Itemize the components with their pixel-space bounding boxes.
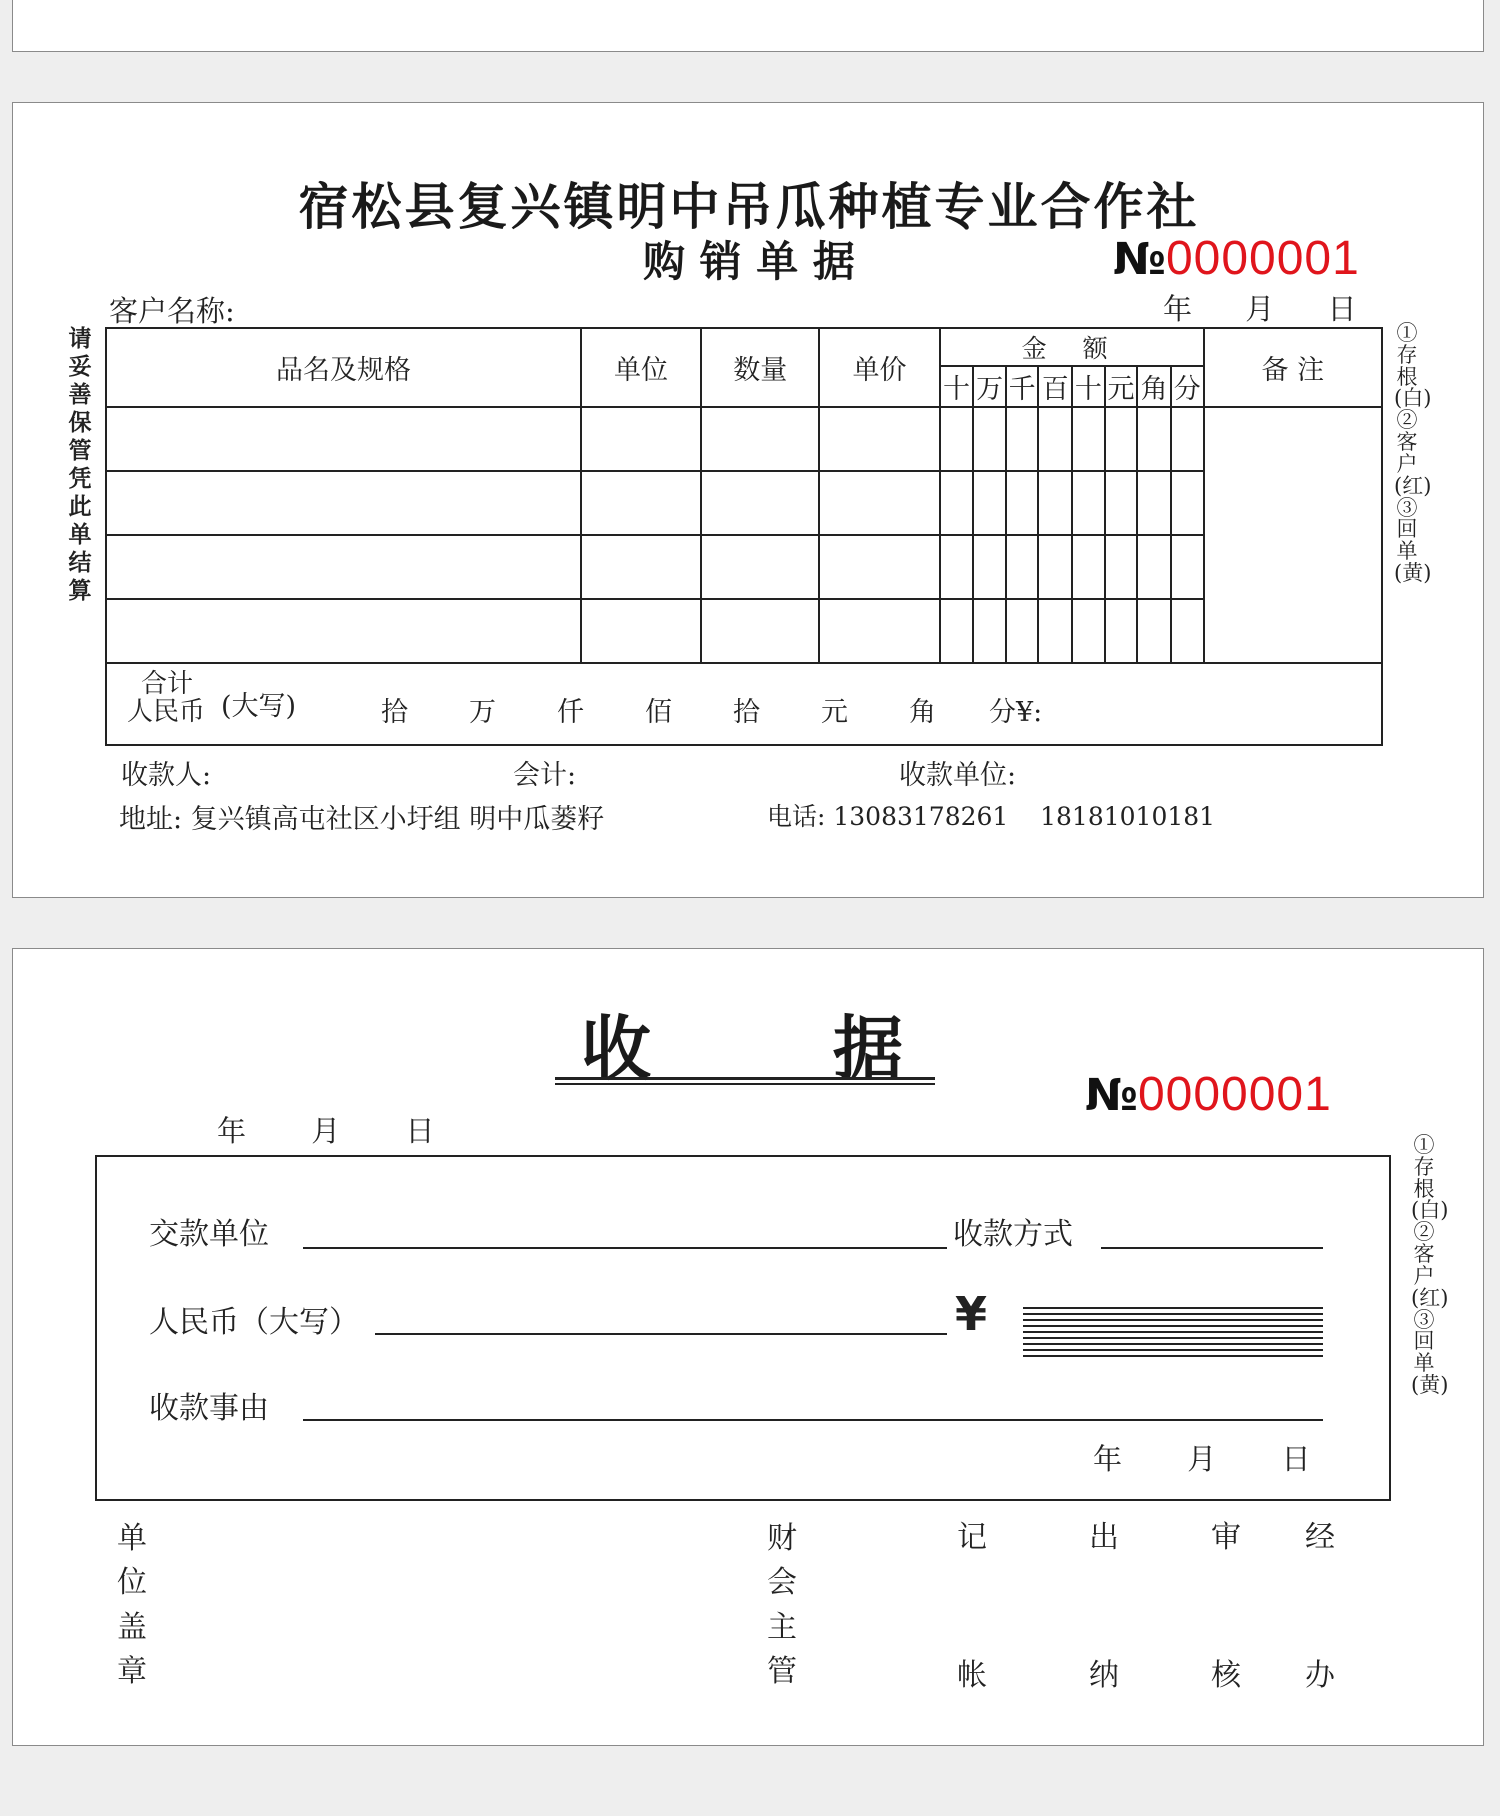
cell[interactable] [940,599,974,663]
sales-table [105,327,1383,746]
cell[interactable] [1006,471,1039,535]
cell[interactable] [973,407,1006,471]
unit-label: 分¥: [989,697,1043,728]
payer-label: 交款单位 [149,1217,269,1252]
date-year: 年 [1093,1442,1123,1476]
cell[interactable] [1137,407,1171,471]
total-label [127,670,205,726]
date-header [217,1109,434,1150]
amount-lines[interactable] [1023,1307,1323,1361]
cell[interactable] [1072,407,1105,471]
copies-note: ①存根(白)②客户(红)③回单(黄) [1411,1133,1449,1398]
cell[interactable] [1105,535,1138,599]
payee-label: 收款人: [121,760,212,791]
receipt-box [95,1155,1391,1501]
side-note: 请妥善保管凭此单结算 [68,325,92,605]
sig-audit [1209,1517,1243,1697]
cell[interactable] [1038,599,1072,663]
date-day: 日 [405,1114,435,1148]
date-month: 月 [1187,1442,1217,1476]
unit-label: 拾 [381,697,408,728]
cell[interactable] [940,471,974,535]
cell[interactable] [819,599,939,663]
total-line1: 合计 [141,669,194,699]
unit-label: 元 [821,697,848,728]
cell[interactable] [1072,535,1105,599]
sig-seal: 单位盖章 [117,1521,147,1690]
cell[interactable] [106,535,581,599]
date-day: 日 [1327,292,1357,326]
org-name: 宿松县复兴镇明中吊瓜种植专业合作社 [298,177,1200,236]
cell[interactable] [1137,535,1171,599]
method-input[interactable] [1101,1247,1323,1249]
cell[interactable] [973,599,1006,663]
inner-date [1093,1437,1310,1478]
cell[interactable] [1105,471,1138,535]
cell[interactable] [581,599,701,663]
digit-header: 百 [1038,366,1072,407]
date-day: 日 [1281,1442,1311,1476]
number-symbol: № [1085,1070,1138,1121]
reason-input[interactable] [303,1419,1323,1421]
cell[interactable] [1137,599,1171,663]
col-header-remark: 备 注 [1204,328,1382,407]
digit-header: 千 [1006,366,1039,407]
sig-finance: 财会主管 [767,1521,797,1690]
digit-header: 角 [1137,366,1171,407]
cell[interactable] [1171,407,1204,471]
digit-header: 十 [940,366,974,407]
cell[interactable] [819,471,939,535]
serial-number [1085,1067,1332,1122]
col-header-product: 品名及规格 [106,328,581,407]
date-month: 月 [1245,292,1275,326]
cell[interactable] [1006,599,1039,663]
cell[interactable] [1006,535,1039,599]
table-row [106,599,1382,663]
unit-label: 佰 [645,697,672,728]
serial-value: 0000001 [1165,232,1360,285]
cell[interactable] [973,535,1006,599]
col-header-unit: 单位 [581,328,701,407]
sig-bookkeeper [955,1517,989,1697]
number-symbol: № [1113,234,1166,285]
doc-title: 购 销 单 据 [643,237,855,286]
cell[interactable] [1072,471,1105,535]
cell[interactable] [106,471,581,535]
title-underline [555,1083,935,1085]
unit-label: 角 [909,697,936,728]
payer-input[interactable] [303,1247,947,1249]
sig-handler [1303,1517,1337,1697]
cell[interactable] [1038,407,1072,471]
table-row [106,535,1382,599]
cell[interactable] [1038,535,1072,599]
copies-note: ①存根(白)②客户(红)③回单(黄) [1394,321,1432,586]
unit-label: 仟 [557,697,584,728]
cell[interactable] [1072,599,1105,663]
digit-header: 万 [973,366,1006,407]
sig-audit-text: 审 核 [1211,1520,1241,1693]
col-header-quantity: 数量 [701,328,819,407]
method-label: 收款方式 [953,1217,1073,1252]
sig-bookkeeper-text: 记 帐 [957,1520,987,1693]
date-year: 年 [217,1114,247,1148]
unit-label: 万 [469,697,496,728]
remark-cell[interactable] [1204,407,1382,663]
receiving-unit-label: 收款单位: [899,760,1017,791]
phone: 电话: 13083178261 18181010181 [767,802,1216,831]
previous-card-edge [12,0,1484,52]
digit-header: 十 [1072,366,1105,407]
serial-value: 0000001 [1137,1068,1332,1121]
sales-slip-card [12,102,1484,898]
cell[interactable] [1171,535,1204,599]
cell[interactable] [701,599,819,663]
sig-handler-text: 经 办 [1305,1520,1335,1693]
accountant-label: 会计: [513,760,577,791]
date-header [1163,287,1356,328]
cell[interactable] [1006,407,1039,471]
unit-label: 拾 [733,697,760,728]
sig-cashier-text: 出 纳 [1089,1520,1119,1693]
cell[interactable] [940,535,974,599]
cell[interactable] [581,535,701,599]
receipt-card [12,948,1484,1746]
cell[interactable] [106,407,581,471]
cell[interactable] [1038,471,1072,535]
col-header-price: 单价 [819,328,939,407]
total-row [106,663,1382,745]
cell[interactable] [1171,471,1204,535]
rmb-label: 人民币（大写） [149,1305,359,1340]
cell[interactable] [581,471,701,535]
digit-header: 元 [1105,366,1138,407]
cell[interactable] [819,407,939,471]
reason-label: 收款事由 [149,1391,269,1426]
rmb-input[interactable] [375,1333,947,1335]
cell[interactable] [581,407,701,471]
date-month: 月 [311,1114,341,1148]
customer-label: 客户名称: [109,294,235,328]
title-underline [555,1077,935,1080]
total-paren: (大写) [221,691,297,722]
total-line2: 人民币 [127,697,206,728]
sig-cashier [1087,1517,1121,1697]
total-cell [106,663,1382,745]
cell[interactable] [1137,471,1171,535]
cell[interactable] [701,407,819,471]
yen-symbol: ¥ [955,1287,988,1341]
digit-header: 分 [1171,366,1204,407]
cell[interactable] [940,407,974,471]
table-row [106,407,1382,471]
cell[interactable] [701,471,819,535]
cell[interactable] [1171,599,1204,663]
address: 地址: 复兴镇高屯社区小圩组 明中瓜蒌籽 [119,804,605,835]
serial-number [1113,231,1360,286]
cell[interactable] [973,471,1006,535]
table-row [106,471,1382,535]
date-year: 年 [1163,292,1193,326]
cell[interactable] [701,535,819,599]
col-header-amount: 金 额 [940,328,1204,366]
cell[interactable] [1105,407,1138,471]
cell[interactable] [819,535,939,599]
receipt-title: 收 据 [581,1007,917,1090]
cell[interactable] [1105,599,1138,663]
cell[interactable] [106,599,581,663]
